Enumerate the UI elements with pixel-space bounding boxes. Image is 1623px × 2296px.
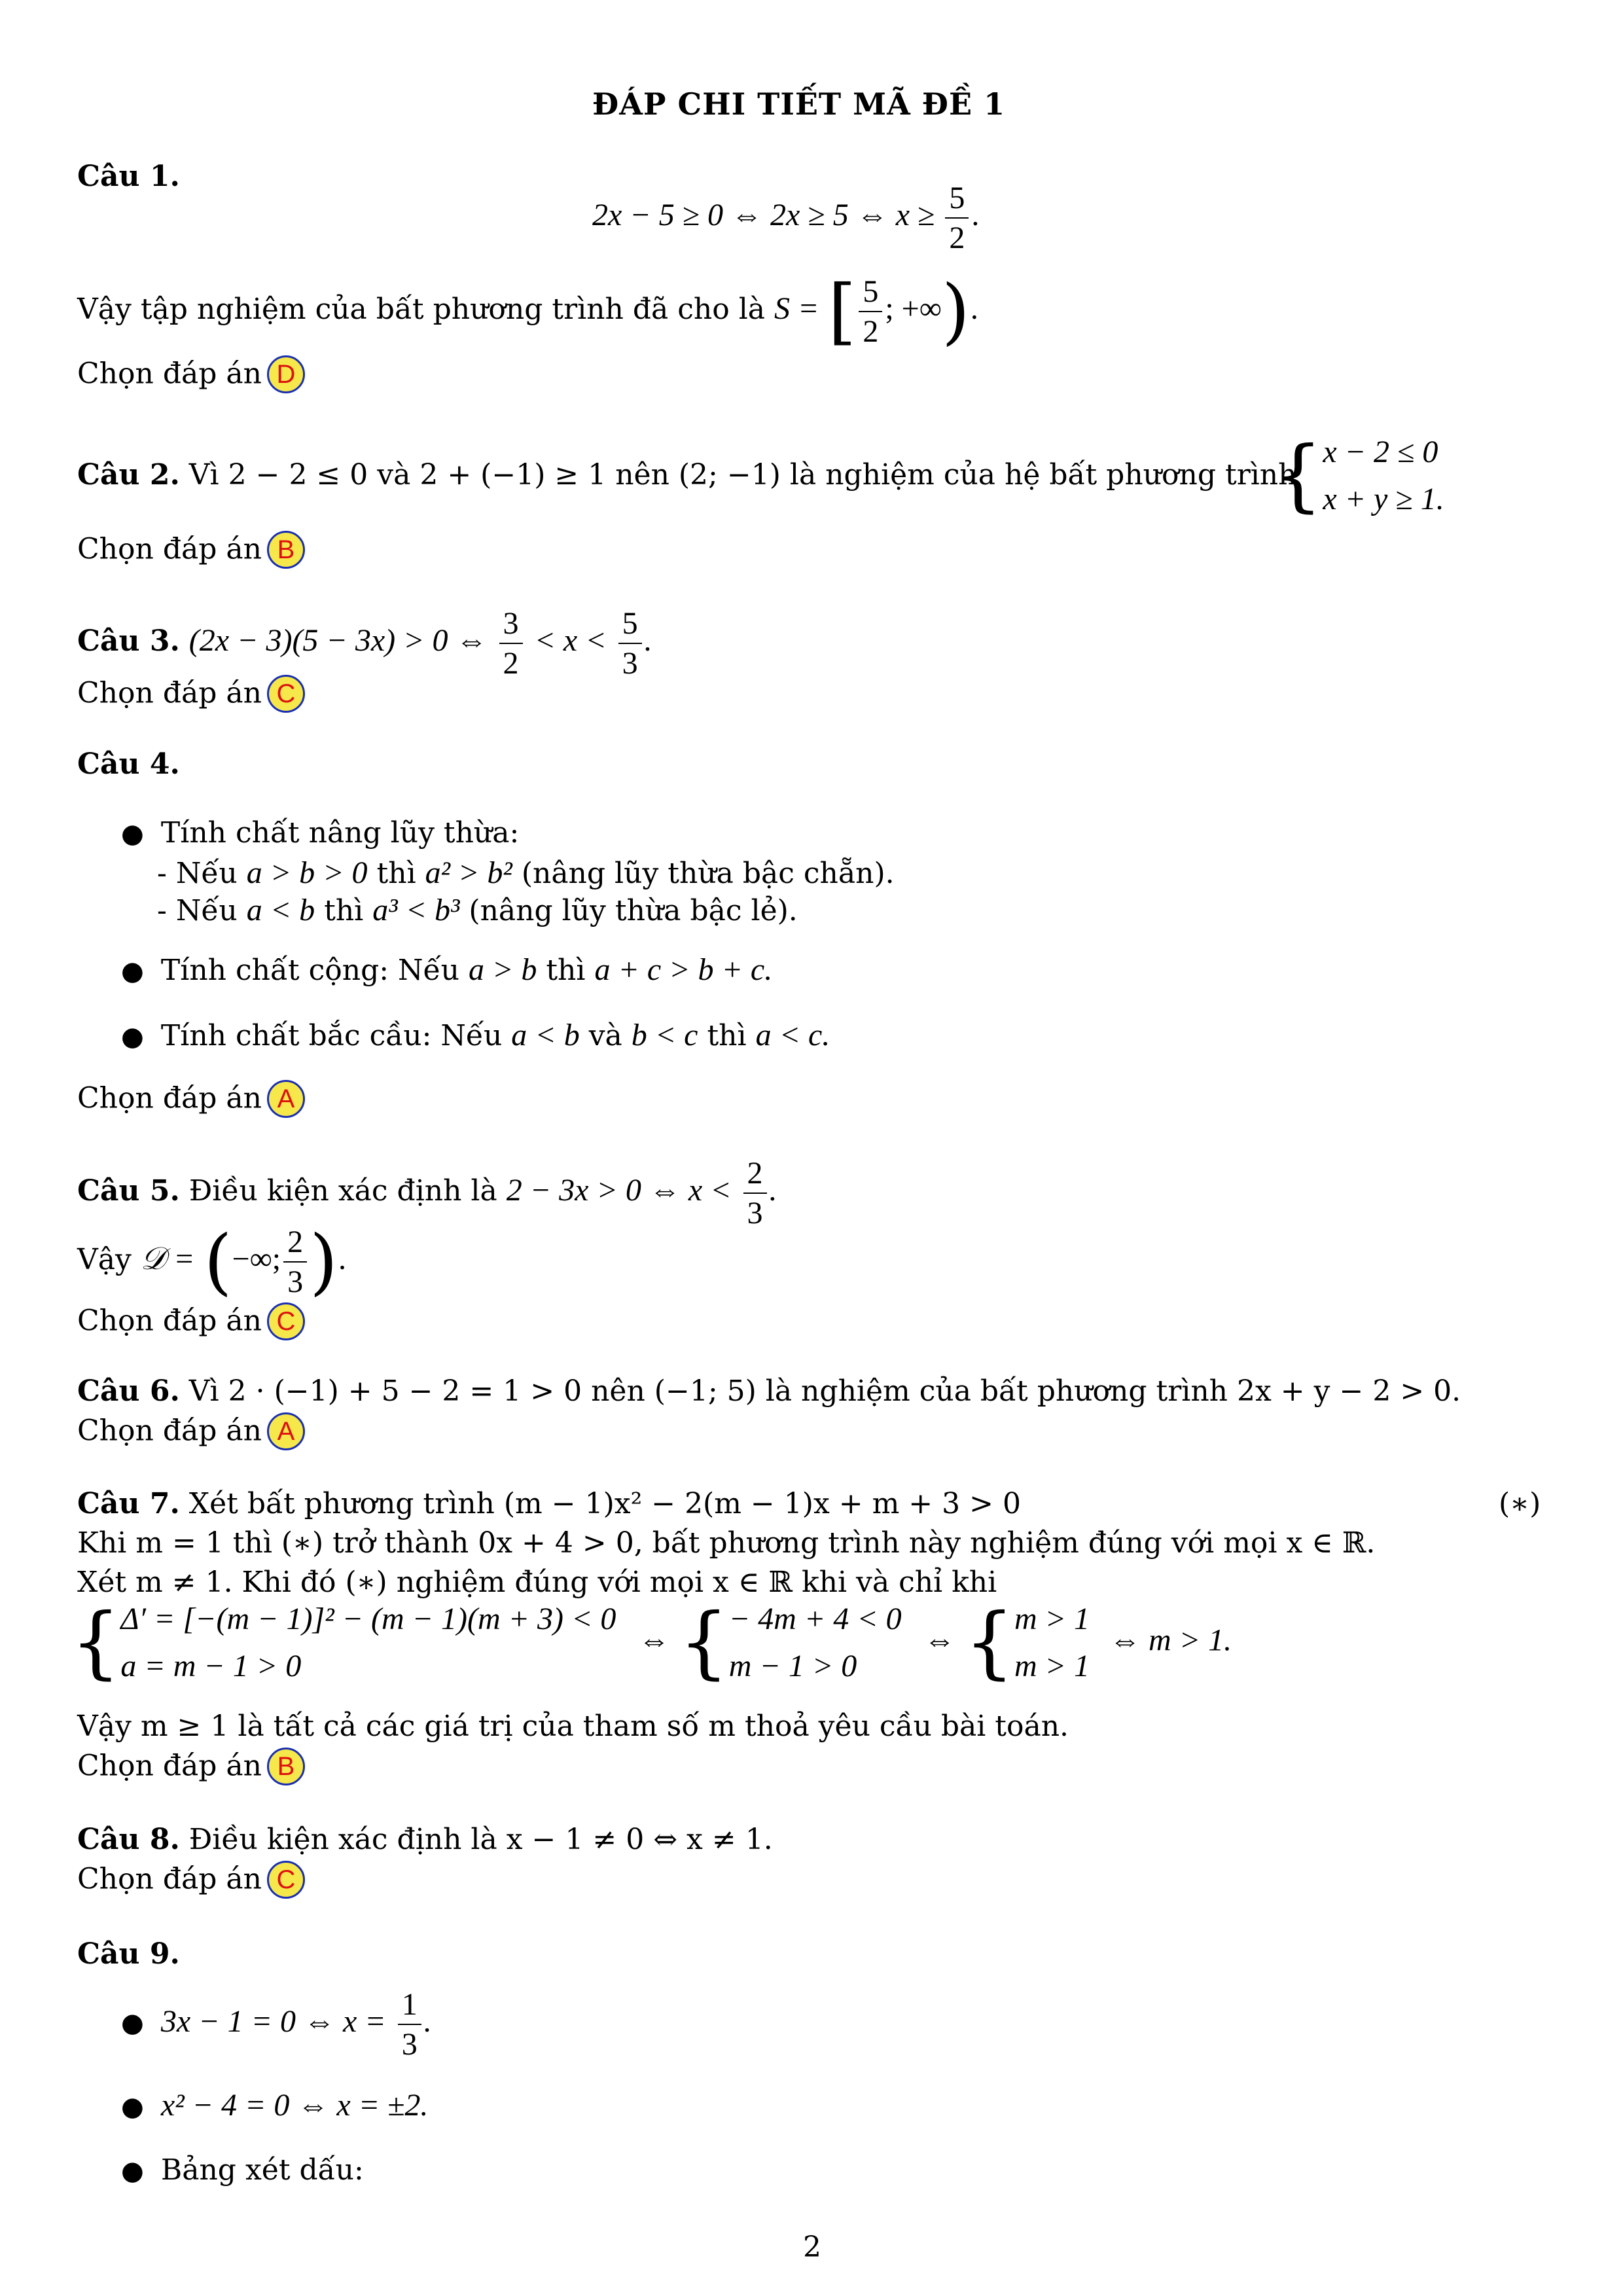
q7-label: Câu 7. <box>77 1487 180 1520</box>
q5-frac-den: 3 <box>747 1196 763 1231</box>
bullet-icon: ● <box>121 956 144 986</box>
q5-fraction <box>743 1155 767 1231</box>
q1-left-bracket: [ <box>828 269 857 353</box>
q1-solution-line: Vậy tập nghiệm của bất phương trình đã cho là S = [ $\frac{5}{2}$ ; +∞). <box>77 269 979 353</box>
bullet-icon: ● <box>121 2092 144 2122</box>
q7-s2-l2: m − 1 > 0 <box>728 1649 857 1683</box>
q3-answer-line <box>77 676 305 714</box>
q5-choose-text: Chọn đáp án <box>77 1304 262 1338</box>
q3-label: Câu 3. <box>77 624 180 658</box>
q3-line: Câu 3. (2x − 3)(5 − 3x) > 0 ⇔ $\frac{3}{2}$ < x < $\frac{5}{3}$ . <box>77 606 652 681</box>
q5-text: Điều kiện xác định là <box>188 1174 497 1208</box>
q4-b1l2-a: - Nếu <box>157 894 238 927</box>
q6-line <box>77 1374 1461 1409</box>
q7-line1-text: Xét bất phương trình (m − 1)x² − 2(m − 1)x + m + 3 > 0 <box>188 1487 1021 1520</box>
q9-frac-num: 1 <box>398 1986 421 2025</box>
bullet-icon: ● <box>121 819 144 849</box>
q5-answer-badge: C <box>267 1302 305 1340</box>
q9-bullet-1: ● 3x − 1 = 0 ⇔ x = $\frac{1}{3}$ . <box>121 1987 432 2062</box>
q8-label: Câu 8. <box>77 1823 180 1856</box>
q7-s3-l1: m > 1 <box>1014 1602 1090 1636</box>
q5-line2-text: Vậy <box>77 1243 132 1277</box>
q3-f1-den: 2 <box>503 646 519 681</box>
q7-answer-line <box>77 1749 305 1787</box>
q1-solution-text: Vậy tập nghiệm của bất phương trình đã cho là <box>77 293 765 327</box>
q5-line: Câu 5. Điều kiện xác định là 2 − 3x > 0 ⇔ x < $\frac{2}{3}$ . <box>77 1156 777 1231</box>
q1-right-paren: ) <box>941 269 970 353</box>
q1-answer-line <box>77 357 305 395</box>
q4-b1l1-math1: a > b > 0 <box>246 855 368 890</box>
q7-line5: Vậy m ≥ 1 là tất cả các giá trị của tham số m thoả yêu cầu bài toán. <box>77 1710 1069 1743</box>
q1-interval-tail: ; +∞ <box>885 291 942 327</box>
q4-answer-line <box>77 1081 305 1119</box>
q4-b1-line2 <box>157 891 798 929</box>
q4-b1-title: Tính chất nâng lũy thừa: <box>160 816 520 850</box>
q7-brace-1: { <box>71 1597 121 1688</box>
q5-domain-symbol: 𝒟 = <box>140 1242 195 1277</box>
q1-label: Câu 1. <box>77 160 180 193</box>
q7-line3: Xét m ≠ 1. Khi đó (∗) nghiệm đúng với mọi x ∈ ℝ khi và chỉ khi <box>77 1566 997 1599</box>
q1-equation: 2x − 5 ≥ 0 ⇔ 2x ≥ 5 ⇔ x ≥ $\frac{5}{2}$ . <box>592 181 980 256</box>
q7-line2: Khi m = 1 thì (∗) trở thành 0x + 4 > 0, bất phương trình này nghiệm đúng với mọi x ∈ ℝ. <box>77 1526 1376 1560</box>
q3-f2-den: 3 <box>622 646 638 681</box>
q4-bullet-3 <box>121 1016 830 1054</box>
q7-s1-l1: Δ′ = [−(m − 1)]² − (m − 1)(m + 3) < 0 <box>120 1602 616 1636</box>
q1-answer-badge: D <box>267 355 305 393</box>
q7-s1-l2: a = m − 1 > 0 <box>120 1649 302 1683</box>
q5-label: Câu 5. <box>77 1174 180 1208</box>
q9-frac-den: 3 <box>401 2027 418 2062</box>
q3-f2-num: 5 <box>618 605 642 644</box>
q2-text: Vì 2 − 2 ≤ 0 và 2 + (−1) ≥ 1 nên (2; −1) là nghiệm của hệ bất phương trình <box>188 458 1297 492</box>
q3-choose-text: Chọn đáp án <box>77 676 262 710</box>
q7-equiv-1: ⇔ <box>638 1623 670 1658</box>
q9-b2-expr: x² − 4 = 0 ⇔ x = ±2. <box>160 2088 429 2123</box>
q4-b3-math1: a < b <box>511 1018 580 1052</box>
q8-line <box>77 1823 773 1857</box>
q1-frac-den: 2 <box>949 221 965 256</box>
q3-fraction-2 <box>618 605 642 681</box>
q5-interval-den: 3 <box>287 1265 304 1300</box>
q4-b3-math3: a < c. <box>755 1018 830 1052</box>
page-title: ĐÁP CHI TIẾT MÃ ĐỀ 1 <box>592 86 1006 122</box>
q9-bullet-3 <box>121 2153 364 2188</box>
q7-systems <box>71 1596 1232 1690</box>
q2-system <box>1273 429 1444 523</box>
q3-f1-num: 3 <box>499 605 523 644</box>
q8-answer-badge: C <box>267 1861 305 1899</box>
q7-line1 <box>77 1487 1021 1522</box>
q4-b1l1-c: (nâng lũy thừa bậc chẵn). <box>521 857 895 890</box>
q4-b1l2-b: thì <box>324 894 364 927</box>
q2-answer-badge: B <box>267 531 305 569</box>
q4-b1l1-b: thì <box>376 857 416 890</box>
q4-b1l2-c: (nâng lũy thừa bậc lẻ). <box>469 894 798 927</box>
q1-interval-num: 5 <box>859 274 882 312</box>
q9-label: Câu 9. <box>77 1937 180 1971</box>
q4-b1l1-a: - Nếu <box>157 857 238 890</box>
q4-bullet-2 <box>121 951 772 989</box>
bullet-icon: ● <box>121 1022 144 1052</box>
q5-left-paren: ( <box>204 1219 232 1304</box>
q4-b2-math2: a + c > b + c. <box>594 952 773 987</box>
q7-brace-2: { <box>679 1597 729 1688</box>
q8-answer-line <box>77 1862 305 1900</box>
q2-choose-text: Chọn đáp án <box>77 532 262 566</box>
q9-b3-text: Bảng xét dấu: <box>160 2153 364 2187</box>
q2-label: Câu 2. <box>77 458 180 492</box>
q4-b2-text: Tính chất cộng: Nếu <box>160 954 459 987</box>
q1-choose-text: Chọn đáp án <box>77 357 262 391</box>
q1-interval-fraction <box>859 274 882 350</box>
bullet-icon: ● <box>121 2156 144 2186</box>
q4-b2-math1: a > b <box>468 952 537 987</box>
q5-interval-head: −∞; <box>232 1242 281 1277</box>
q9-bullet-2 <box>121 2087 428 2125</box>
q4-b1l2-math1: a < b <box>246 893 315 927</box>
q4-b3-math2: b < c <box>631 1018 698 1052</box>
q2-sys-line1: x − 2 ≤ 0 <box>1323 435 1438 469</box>
q4-b3-then: thì <box>707 1019 747 1052</box>
q6-answer-badge: A <box>267 1412 305 1450</box>
q7-brace-3: { <box>964 1597 1014 1688</box>
q5-frac-num: 2 <box>743 1155 767 1194</box>
q7-answer-badge: B <box>267 1748 305 1785</box>
q7-s2-l1: − 4m + 4 < 0 <box>728 1602 902 1636</box>
q3-answer-badge: C <box>267 675 305 713</box>
q7-result: ⇔ m > 1. <box>1109 1623 1232 1658</box>
q8-text: Điều kiện xác định là x − 1 ≠ 0 ⇔ x ≠ 1. <box>188 1823 773 1856</box>
q6-answer-line <box>77 1414 305 1452</box>
q7-choose-text: Chọn đáp án <box>77 1749 262 1783</box>
q3-mid: < x < <box>534 623 607 658</box>
q2-answer-line <box>77 532 305 570</box>
q1-equation-lhs: 2x − 5 ≥ 0 ⇔ 2x ≥ 5 ⇔ x ≥ <box>592 198 935 233</box>
page-number: 2 <box>803 2231 821 2264</box>
q4-b3-text: Tính chất bắc cầu: Nếu <box>160 1019 503 1052</box>
q7-equiv-2: ⇔ <box>923 1623 955 1658</box>
q5-right-paren: ) <box>310 1219 338 1304</box>
bullet-icon: ● <box>121 2008 144 2039</box>
q6-choose-text: Chọn đáp án <box>77 1414 262 1448</box>
q4-b1l1-math2: a² > b² <box>425 855 512 890</box>
q7-s3-l2: m > 1 <box>1014 1649 1090 1683</box>
q5-interval-num: 2 <box>283 1224 307 1263</box>
q4-choose-text: Chọn đáp án <box>77 1081 262 1115</box>
q4-bullet-1 <box>121 816 519 851</box>
q4-b1l2-math2: a³ < b³ <box>372 893 460 927</box>
q1-fraction <box>945 180 969 256</box>
q1-set-prefix: S = <box>774 291 819 327</box>
q5-expr: 2 − 3x > 0 ⇔ x < <box>506 1173 732 1208</box>
q1-interval-den: 2 <box>863 314 879 350</box>
q2-sys-line2: x + y ≥ 1. <box>1323 482 1444 516</box>
q6-text: Vì 2 · (−1) + 5 − 2 = 1 > 0 nên (−1; 5) là nghiệm của bất phương trình 2x + y − 2 > 0. <box>188 1374 1461 1408</box>
q3-expr: (2x − 3)(5 − 3x) > 0 ⇔ <box>188 623 488 658</box>
q3-fraction-1 <box>499 605 523 681</box>
q8-choose-text: Chọn đáp án <box>77 1862 262 1896</box>
q5-domain-line: Vậy 𝒟 = (−∞; $\frac{2}{3}$ ). <box>77 1219 348 1304</box>
q4-label: Câu 4. <box>77 747 180 781</box>
q5-answer-line <box>77 1304 305 1342</box>
q4-b1-line1 <box>157 854 895 892</box>
q4-answer-badge: A <box>267 1080 305 1118</box>
q4-b2-then: thì <box>546 954 586 987</box>
q7-tag: (∗) <box>1499 1487 1541 1520</box>
q5-interval-fraction <box>283 1224 307 1300</box>
q6-label: Câu 6. <box>77 1374 180 1408</box>
q9-b1-expr: 3x − 1 = 0 ⇔ x = <box>160 2004 386 2039</box>
q2-line <box>77 458 1296 493</box>
q1-frac-num: 5 <box>945 180 969 219</box>
q2-brace: { <box>1273 430 1323 521</box>
q9-fraction <box>398 1986 421 2062</box>
q4-b3-and: và <box>588 1019 622 1052</box>
